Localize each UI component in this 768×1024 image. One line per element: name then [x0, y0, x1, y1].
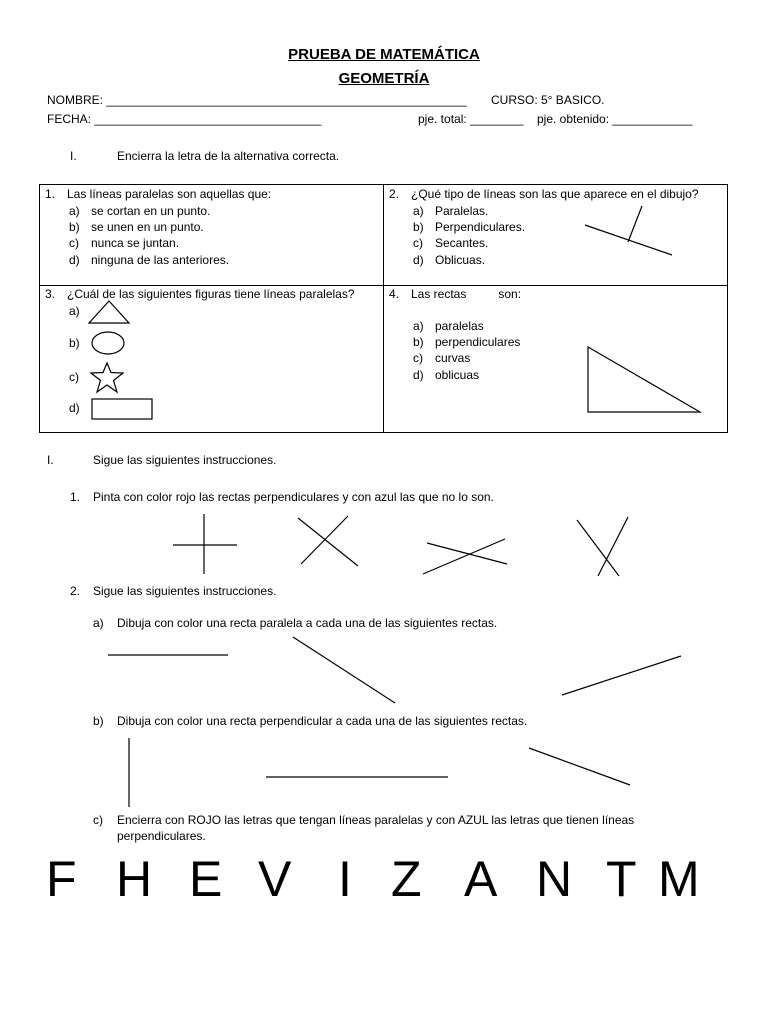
- question-2: [389, 187, 699, 201]
- section2-instruction: Sigue las siguientes instrucciones.: [93, 453, 277, 467]
- item1-number: 1.: [70, 490, 81, 504]
- q2-option-b[interactable]: b) Perpendiculares.: [413, 220, 526, 234]
- fecha-field[interactable]: FECHA: __________________________________: [47, 112, 322, 126]
- diagonal-cross[interactable]: [298, 516, 358, 566]
- sub-b-text: Dibuja con color una recta perpendicular a cada una de las siguientes rectas.: [117, 714, 528, 728]
- question-2-number: 2.: [389, 187, 400, 201]
- rectangle-icon[interactable]: [91, 398, 154, 422]
- question-4: [389, 287, 521, 301]
- perpendicular-exercise-lines: [120, 735, 640, 810]
- q2-option-a[interactable]: a) Paralelas.: [413, 204, 489, 218]
- q2-option-c[interactable]: c) Secantes.: [413, 236, 489, 250]
- question-4-text: Las rectas: [411, 287, 467, 301]
- letter-v[interactable]: V: [258, 851, 292, 907]
- letter-i[interactable]: I: [338, 851, 352, 907]
- letter-t[interactable]: T: [606, 851, 637, 907]
- diagonal-line-b: [529, 748, 630, 785]
- item2-number: 2.: [70, 584, 81, 598]
- steep-cross[interactable]: [577, 517, 628, 576]
- triangle-icon[interactable]: [88, 300, 133, 325]
- section1-instruction: Encierra la letra de la alternativa correcta.: [117, 149, 340, 163]
- q2-option-d[interactable]: d) Oblicuas.: [413, 253, 486, 267]
- table-horizontal-divider: [40, 285, 727, 286]
- q3-option-a[interactable]: a): [69, 304, 80, 318]
- parallel-exercise-lines: [100, 630, 690, 710]
- q1-option-b[interactable]: b) se unen en un punto.: [69, 220, 204, 234]
- letter-f[interactable]: F: [46, 851, 77, 907]
- perpendicular-cross[interactable]: [173, 514, 237, 574]
- sub-c-text-2: perpendiculares.: [117, 829, 206, 843]
- q4-option-a[interactable]: a) paralelas: [413, 319, 484, 333]
- sub-a-text: Dibuja con color una recta paralela a cada una de las siguientes rectas.: [117, 616, 498, 630]
- secant-line-2: [628, 206, 642, 242]
- item1-text: Pinta con color rojo las rectas perpendiculares y con azul las que no lo son.: [93, 490, 494, 504]
- q1-option-d[interactable]: d) ninguna de las anteriores.: [69, 253, 230, 267]
- rising-line-a: [562, 656, 681, 695]
- q4-option-b[interactable]: b) perpendiculares: [413, 335, 521, 349]
- question-3-text: ¿Cuál de las siguientes figuras tiene líneas paralelas?: [67, 287, 355, 301]
- question-4-text-end: son:: [498, 287, 522, 301]
- sub-c-text: Encierra con ROJO las letras que tengan líneas paralelas y con AZUL las letras que tienen líneas: [117, 813, 635, 827]
- letter-n[interactable]: N: [536, 851, 573, 907]
- line-pairs-figure: [165, 510, 645, 580]
- q4-option-d[interactable]: d) oblicuas: [413, 368, 480, 382]
- right-triangle-figure: [585, 344, 705, 416]
- star-icon[interactable]: [88, 361, 128, 395]
- question-1: [45, 187, 271, 201]
- question-1-text: Las líneas paralelas son aquellas que:: [67, 187, 272, 201]
- letter-a[interactable]: A: [464, 851, 498, 907]
- letter-m[interactable]: M: [658, 851, 700, 907]
- q3-option-b[interactable]: b): [69, 336, 80, 350]
- letter-z[interactable]: Z: [391, 851, 422, 907]
- q1-option-a[interactable]: a) se cortan en un punto.: [69, 204, 211, 218]
- q1-option-c[interactable]: c) nunca se juntan.: [69, 236, 180, 250]
- table-vertical-divider: [383, 185, 384, 432]
- sub-a-letter: a): [93, 616, 104, 630]
- page-title: PRUEBA DE MATEMÁTICA: [288, 46, 480, 63]
- sub-b-letter: b): [93, 714, 104, 728]
- section2-numeral: I.: [47, 453, 54, 467]
- curso-label: CURSO: 5° BASICO.: [491, 93, 605, 107]
- section1-numeral: I.: [70, 149, 77, 163]
- sub-c-letter: c): [93, 813, 103, 827]
- letters-row: [46, 850, 706, 910]
- diagonal-line-a: [293, 637, 395, 703]
- question-3: [45, 287, 355, 301]
- page-subtitle: GEOMETRÍA: [338, 70, 430, 87]
- q3-option-c[interactable]: c): [69, 370, 79, 384]
- question-1-number: 1.: [45, 187, 56, 201]
- ellipse-icon[interactable]: [90, 331, 127, 356]
- q4-option-c[interactable]: c) curvas: [413, 351, 471, 365]
- item2-text: Sigue las siguientes instrucciones.: [93, 584, 277, 598]
- letter-e[interactable]: E: [189, 851, 223, 907]
- letter-h[interactable]: H: [116, 851, 153, 907]
- pje-total-field[interactable]: pje. total: ________: [418, 112, 524, 126]
- secant-lines-figure: [580, 200, 680, 260]
- nombre-field[interactable]: NOMBRE: ______________________________________________________: [47, 93, 467, 107]
- question-4-number: 4.: [389, 287, 400, 301]
- question-2-text: ¿Qué tipo de líneas son las que aparece en el dibujo?: [411, 187, 699, 201]
- q3-option-d[interactable]: d): [69, 401, 80, 415]
- pje-obtenido-field[interactable]: pje. obtenido: ____________: [537, 112, 693, 126]
- question-3-number: 3.: [45, 287, 56, 301]
- shallow-cross[interactable]: [423, 539, 507, 574]
